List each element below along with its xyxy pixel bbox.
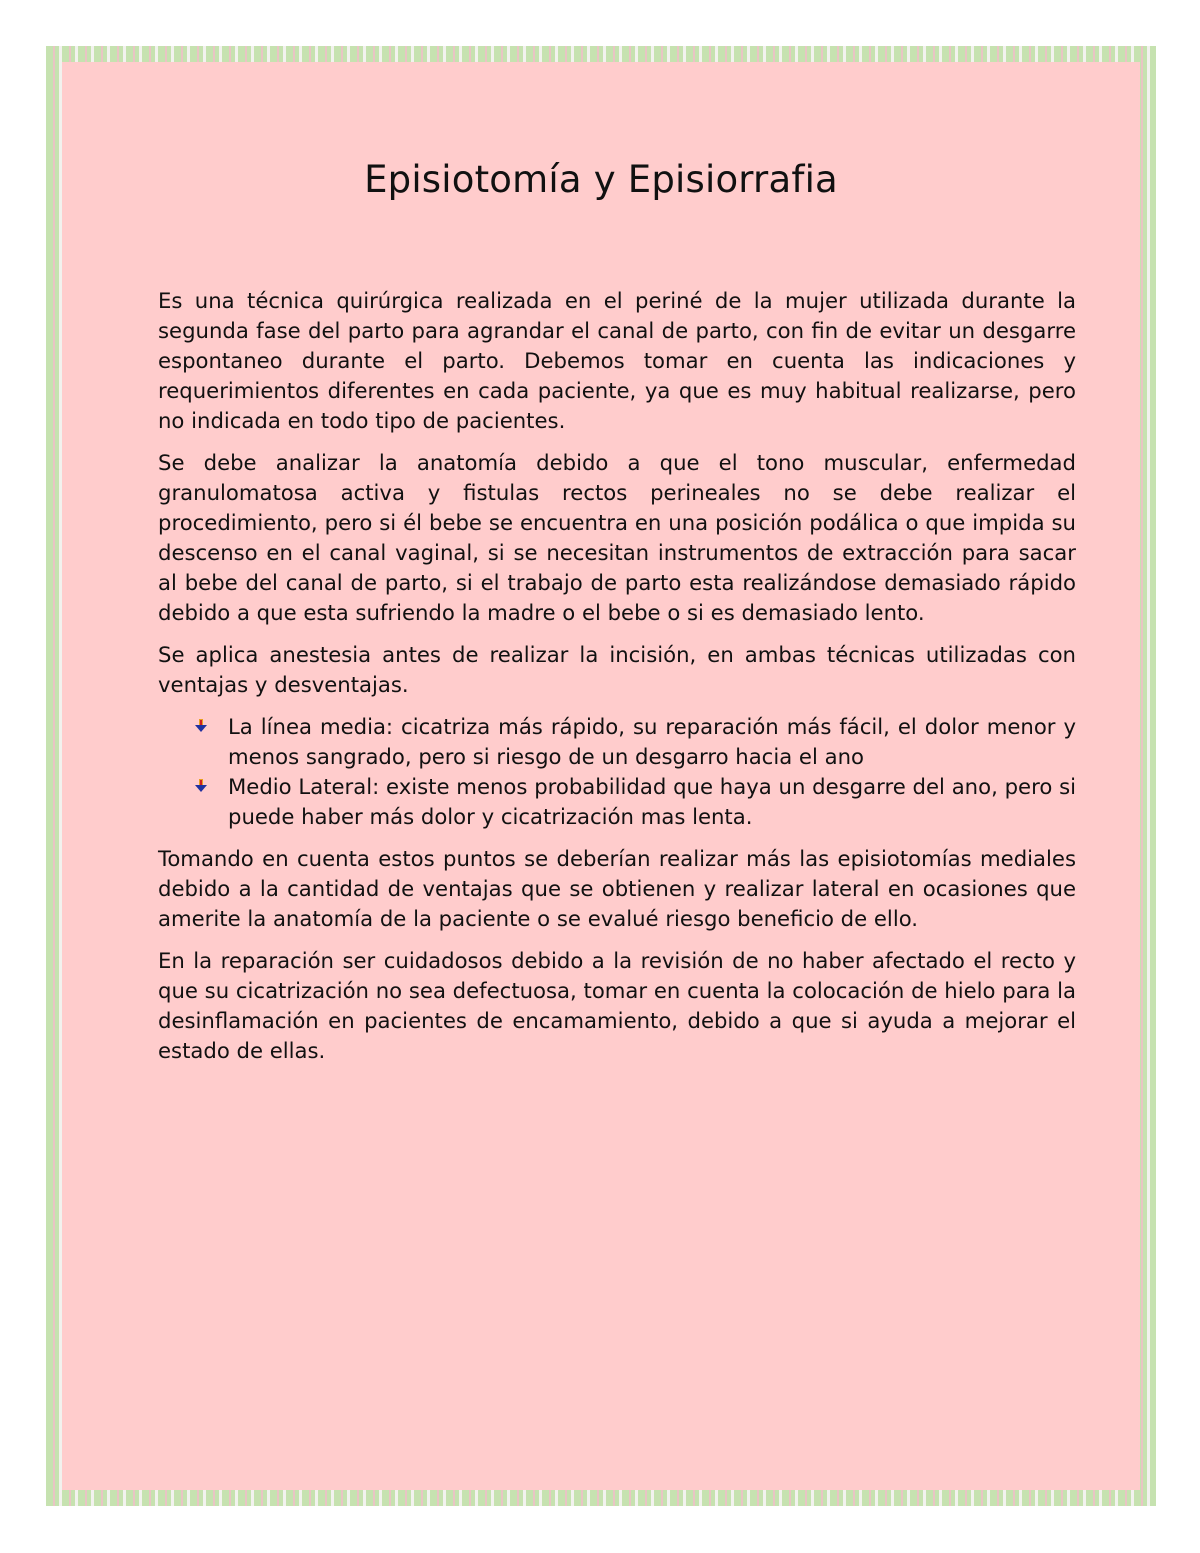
paragraph-conclusion: Tomando en cuenta estos puntos se deberían realizar más las episiotomías mediales debido a la cantidad de ventajas que se obtienen y realizar lateral en ocasiones que amerite la anatomía de la paciente o se evalué riesgo beneficio de ello. xyxy=(158,846,1076,931)
arrow-down-bullet-icon xyxy=(195,719,207,733)
techniques-list xyxy=(158,712,1076,832)
document-body xyxy=(158,286,1076,1078)
paragraph-repair: En la reparación ser cuidadosos debido a la revisión de no haber afectado el recto y que su cicatrización no sea defectuosa, tomar en cuenta la colocación de hielo para la desinflamación en pacientes de encamamiento, debido a que si ayuda a mejorar el estado de ellas. xyxy=(158,948,1076,1063)
list-item-text: Medio Lateral: existe menos probabilidad que haya un desgarre del ano, pero si puede haber más dolor y cicatrización mas lenta. xyxy=(228,774,1076,829)
list-item-mediolateral xyxy=(228,772,1076,832)
arrow-down-bullet-icon xyxy=(195,779,207,793)
paragraph-anesthesia: Se aplica anestesia antes de realizar la incisión, en ambas técnicas utilizadas con ventajas y desventajas. xyxy=(158,642,1076,697)
list-item-text: La línea media: cicatriza más rápido, su reparación más fácil, el dolor menor y menos sangrado, pero si riesgo de un desgarro hacia el ano xyxy=(228,714,1076,769)
paragraph-indications: Se debe analizar la anatomía debido a que el tono muscular, enfermedad granulomatosa activa y fistulas rectos perineales no se debe realizar el procedimiento, pero si él bebe se encuentra en una posición podálica o que impida su descenso en el canal vaginal, si se necesitan instrumentos de extracción para sacar al bebe del canal de parto, si el trabajo de parto esta realizándose demasiado rápido debido a que esta sufriendo la madre o el bebe o si es demasiado lento. xyxy=(158,450,1076,625)
decorative-border-frame xyxy=(46,46,1156,1506)
paragraph-definition: Es una técnica quirúrgica realizada en el periné de la mujer utilizada durante la segunda fase del parto para agrandar el canal de parto, con fin de evitar un desgarre espontaneo durante el parto. Debemos tomar en cuenta las indicaciones y requerimientos diferentes en cada paciente, ya que es muy habitual realizarse, pero no indicada en todo tipo de pacientes. xyxy=(158,288,1076,433)
document-title: Episiotomía y Episiorrafia xyxy=(364,158,838,201)
page-background xyxy=(62,62,1140,1490)
list-item-midline xyxy=(228,712,1076,772)
